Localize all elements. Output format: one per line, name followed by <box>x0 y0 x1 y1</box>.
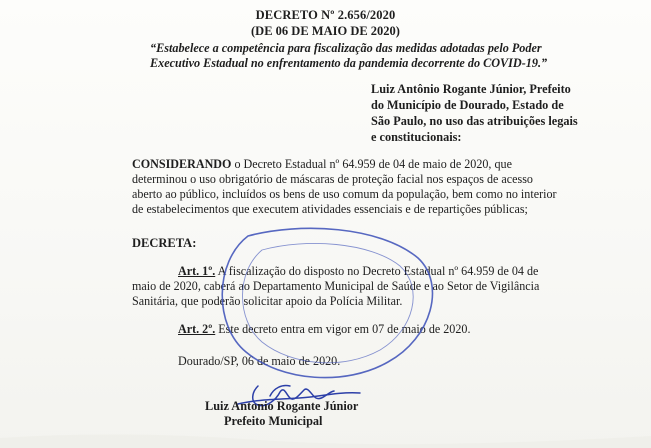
considerando-line-1 <box>132 157 512 172</box>
considerando-line-4: de estabelecimentos que executem atividades essenciais e de repartições públicas; <box>132 202 528 216</box>
authority-line-4: e constitucionais: <box>371 130 462 144</box>
art2-line <box>178 322 470 337</box>
art2-text: Este decreto entra em vigor em 07 de maio de 2020. <box>215 322 471 336</box>
art1-label: Art. 1º. <box>178 264 216 278</box>
authority-line-3: São Paulo, no uso das atribuições legais <box>371 114 578 128</box>
art1-line-1-text: A fiscalização do disposto no Decreto Estadual nº 64.959 de 04 de <box>215 264 539 278</box>
art2-label: Art. 2º. <box>178 322 216 336</box>
ementa-line-1: “Estabelece a competência para fiscalização das medidas adotadas pelo Poder <box>150 41 542 55</box>
considerando-line-2: determinou o uso obrigatório de máscaras de proteção facial nos espaços de acesso <box>132 172 533 186</box>
considerando-line-3: aberto ao público, incluídos os bens de uso comum da população, bem como no interior <box>132 187 557 201</box>
decree-number: DECRETO Nº 2.656/2020 <box>255 8 396 22</box>
considerando-keyword: CONSIDERANDO <box>132 157 232 171</box>
art1-line-3: Sanitária, que poderão solicitar apoio da Polícia Militar. <box>132 294 403 308</box>
ementa-line-2: Executivo Estadual no enfrentamento da pandemia decorrente do COVID-19.” <box>150 56 548 70</box>
authority-line-2: do Município de Dourado, Estado de <box>371 98 564 112</box>
art1-line-2: maio de 2020, caberá ao Departamento Municipal de Saúde e ao Setor de Vigilância <box>132 279 540 293</box>
place-and-date: Dourado/SP, 06 de maio de 2020. <box>178 354 341 368</box>
signatory-name: Luiz Antonio Rogante Júnior <box>205 399 359 413</box>
art1-line-1 <box>178 264 538 279</box>
considerando-line-1-text: o Decreto Estadual nº 64.959 de 04 de maio de 2020, que <box>231 157 512 171</box>
signatory-role: Prefeito Municipal <box>224 414 323 428</box>
decreta-heading: DECRETA: <box>132 236 197 250</box>
authority-line-1: Luiz Antônio Rogante Júnior, Prefeito <box>371 82 571 96</box>
decree-date: (DE 06 DE MAIO DE 2020) <box>251 24 400 38</box>
